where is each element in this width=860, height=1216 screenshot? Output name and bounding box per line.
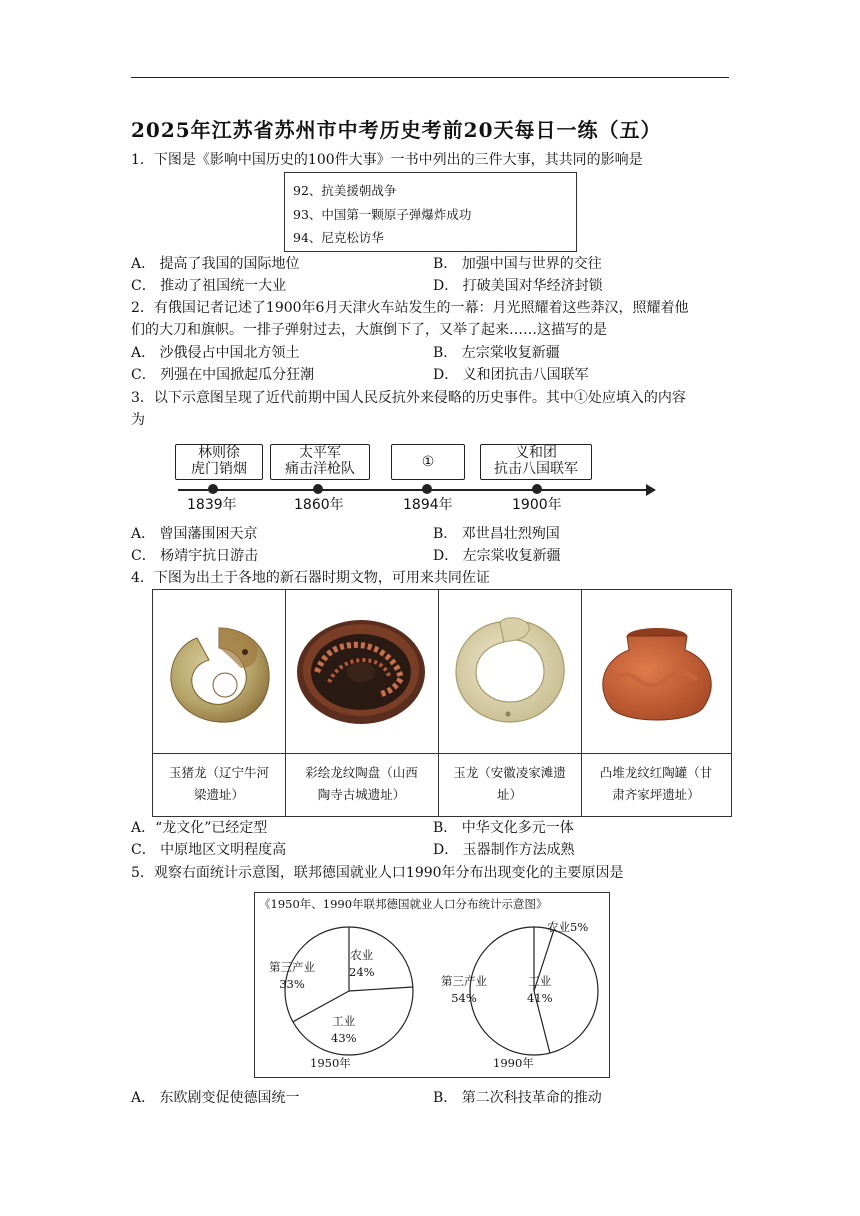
- timeline-blank-marker: ①: [421, 454, 435, 470]
- artifact-table: [152, 589, 732, 817]
- timeline-year: 1900年: [512, 497, 562, 513]
- q1-event: 92、抗美援朝战争: [293, 183, 397, 198]
- slice-value: 54%: [451, 991, 477, 1005]
- timeline-dot: [208, 484, 218, 494]
- timeline-event-line2: 虎门销烟: [191, 461, 247, 477]
- q2-stem-line2: 们的大刀和旗帜。一排子弹射过去，大旗倒下了，又举了起来……这描写的是: [131, 322, 607, 338]
- slice-category: 第三产业: [441, 974, 487, 988]
- q4-stem: 4．下图为出土于各地的新石器时期文物，可用来共同佐证: [131, 570, 490, 586]
- timeline-year: 1894年: [403, 497, 453, 513]
- q1-event: 94、尼克松访华: [293, 230, 384, 245]
- artifact-caption-line: 玉龙（安徽凌家滩遗: [453, 765, 566, 780]
- slice-category: 农业: [547, 920, 570, 934]
- pie-slice-label: [269, 959, 315, 993]
- artifact-cell: [438, 590, 582, 816]
- slice-value: 5%: [570, 920, 589, 934]
- q5-stem: 5．观察右面统计示意图，联邦德国就业人口1990年分布出现变化的主要原因是: [131, 865, 624, 881]
- timeline-event-line1: 义和团: [515, 445, 557, 461]
- q4-option-d[interactable]: D． 玉器制作方法成熟: [433, 842, 575, 858]
- q2-option-a[interactable]: A． 沙俄侵占中国北方领土: [131, 345, 300, 361]
- red-pottery-jar-image: [581, 590, 731, 753]
- jade-pig-dragon-image: [153, 590, 285, 753]
- q5-option-b[interactable]: B． 第二次科技革命的推动: [433, 1090, 602, 1106]
- artifact-caption-line: 玉猪龙（辽宁牛河: [168, 765, 269, 780]
- timeline-event-box: [175, 444, 263, 480]
- artifact-caption-line: 彩绘龙纹陶盘（山西: [305, 765, 418, 780]
- q1-option-a[interactable]: A． 提高了我国的国际地位: [131, 256, 300, 272]
- artifact-image-area: [581, 590, 731, 754]
- timeline-axis: [178, 489, 650, 491]
- artifact-caption-line: 梁遗址）: [193, 787, 244, 802]
- q1-option-d[interactable]: D． 打破美国对华经济封锁: [433, 278, 603, 294]
- painted-dragon-plate-image: [285, 590, 438, 753]
- pie-slice-label: [441, 973, 487, 1007]
- slice-category: 第三产业: [269, 960, 315, 974]
- slice-category: 工业: [528, 974, 552, 988]
- q1-event: 93、中国第一颗原子弹爆炸成功: [293, 207, 472, 222]
- artifact-image-area: [153, 590, 285, 754]
- artifact-cell: [153, 590, 286, 816]
- artifact-image-area: [438, 590, 581, 754]
- artifact-caption: [442, 762, 577, 806]
- q3-option-c[interactable]: C． 杨靖宇抗日游击: [131, 548, 259, 564]
- q3-option-a[interactable]: A． 曾国藩围困天京: [131, 526, 258, 542]
- slice-value: 41%: [527, 991, 553, 1005]
- q1-event-box: [284, 172, 577, 252]
- pie-slice-label: [331, 1013, 357, 1047]
- artifact-caption-line: 凸堆龙纹红陶罐（甘: [599, 765, 713, 780]
- q3-stem-line1: 3．以下示意图呈现了近代前期中国人民反抗外来侵略的历史事件。其中①处应填入的内容: [131, 390, 686, 406]
- q2-option-b[interactable]: B． 左宗棠收复新疆: [433, 345, 560, 361]
- jade-dragon-ring-image: [438, 590, 581, 753]
- slice-category: 工业: [332, 1014, 356, 1028]
- timeline-event-line2: 抗击八国联军: [494, 461, 578, 477]
- artifact-image-area: [285, 590, 438, 754]
- figure-title: 《1950年、1990年联邦德国就业人口分布统计示意图》: [259, 897, 548, 911]
- timeline-year: 1860年: [294, 497, 344, 513]
- timeline-event-line1: 太平军: [299, 445, 341, 461]
- artifact-caption-line: 陶寺古城遗址）: [317, 787, 406, 802]
- q2-stem-line1: 2．有俄国记者记述了1900年6月天津火车站发生的一幕：月光照耀着这些莽汉，照耀着他: [131, 300, 689, 316]
- artifact-caption: [585, 762, 727, 806]
- q3-option-b[interactable]: B． 邓世昌壮烈殉国: [433, 526, 560, 542]
- artifact-caption-line: 址）: [496, 787, 522, 802]
- timeline-dot: [532, 484, 542, 494]
- artifact-caption: [157, 762, 281, 806]
- pie-slice-label: [547, 919, 588, 936]
- timeline-arrow-icon: [646, 484, 656, 496]
- page-title: 2025年江苏省苏州市中考历史考前20天每日一练（五）: [131, 118, 662, 142]
- q1-stem: 1．下图是《影响中国历史的100件大事》一书中列出的三件大事，其共同的影响是: [131, 152, 643, 168]
- pie-year-label: 1990年: [493, 1056, 534, 1070]
- slice-value: 33%: [279, 977, 305, 991]
- artifact-caption: [289, 762, 434, 806]
- timeline-dot: [313, 484, 323, 494]
- pie-slice-label: [349, 947, 375, 981]
- header-rule: [131, 77, 729, 78]
- timeline-event-box: [270, 444, 370, 480]
- q1-option-c[interactable]: C． 推动了祖国统一大业: [131, 278, 287, 294]
- pie-slice-label: [527, 973, 553, 1007]
- pie-year-label: 1950年: [310, 1056, 351, 1070]
- slice-value: 24%: [349, 965, 375, 979]
- timeline-blank-box: [391, 444, 465, 480]
- q4-option-c[interactable]: C． 中原地区文明程度高: [131, 842, 287, 858]
- q3-option-d[interactable]: D． 左宗棠收复新疆: [433, 548, 561, 564]
- artifact-caption-line: 肃齐家坪遗址）: [612, 787, 700, 802]
- employment-pie-figure: [254, 892, 610, 1078]
- timeline-event-box: [480, 444, 592, 480]
- timeline-event-line1: 林则徐: [198, 445, 240, 461]
- q4-option-b[interactable]: B． 中华文化多元一体: [433, 820, 574, 836]
- q2-option-d[interactable]: D． 义和团抗击八国联军: [433, 367, 589, 383]
- timeline-dot: [422, 484, 432, 494]
- artifact-cell: [581, 590, 731, 816]
- q4-option-a[interactable]: A．“龙文化”已经定型: [131, 820, 268, 836]
- timeline-year: 1839年: [187, 497, 237, 513]
- q2-option-c[interactable]: C． 列强在中国掀起瓜分狂潮: [131, 367, 315, 383]
- artifact-cell: [285, 590, 439, 816]
- q5-option-a[interactable]: A． 东欧剧变促使德国统一: [131, 1090, 300, 1106]
- q3-stem-line2: 为: [131, 412, 145, 428]
- slice-value: 43%: [331, 1031, 357, 1045]
- timeline-event-line2: 痛击洋枪队: [285, 461, 355, 477]
- slice-category: 农业: [350, 948, 374, 962]
- q1-option-b[interactable]: B． 加强中国与世界的交往: [433, 256, 602, 272]
